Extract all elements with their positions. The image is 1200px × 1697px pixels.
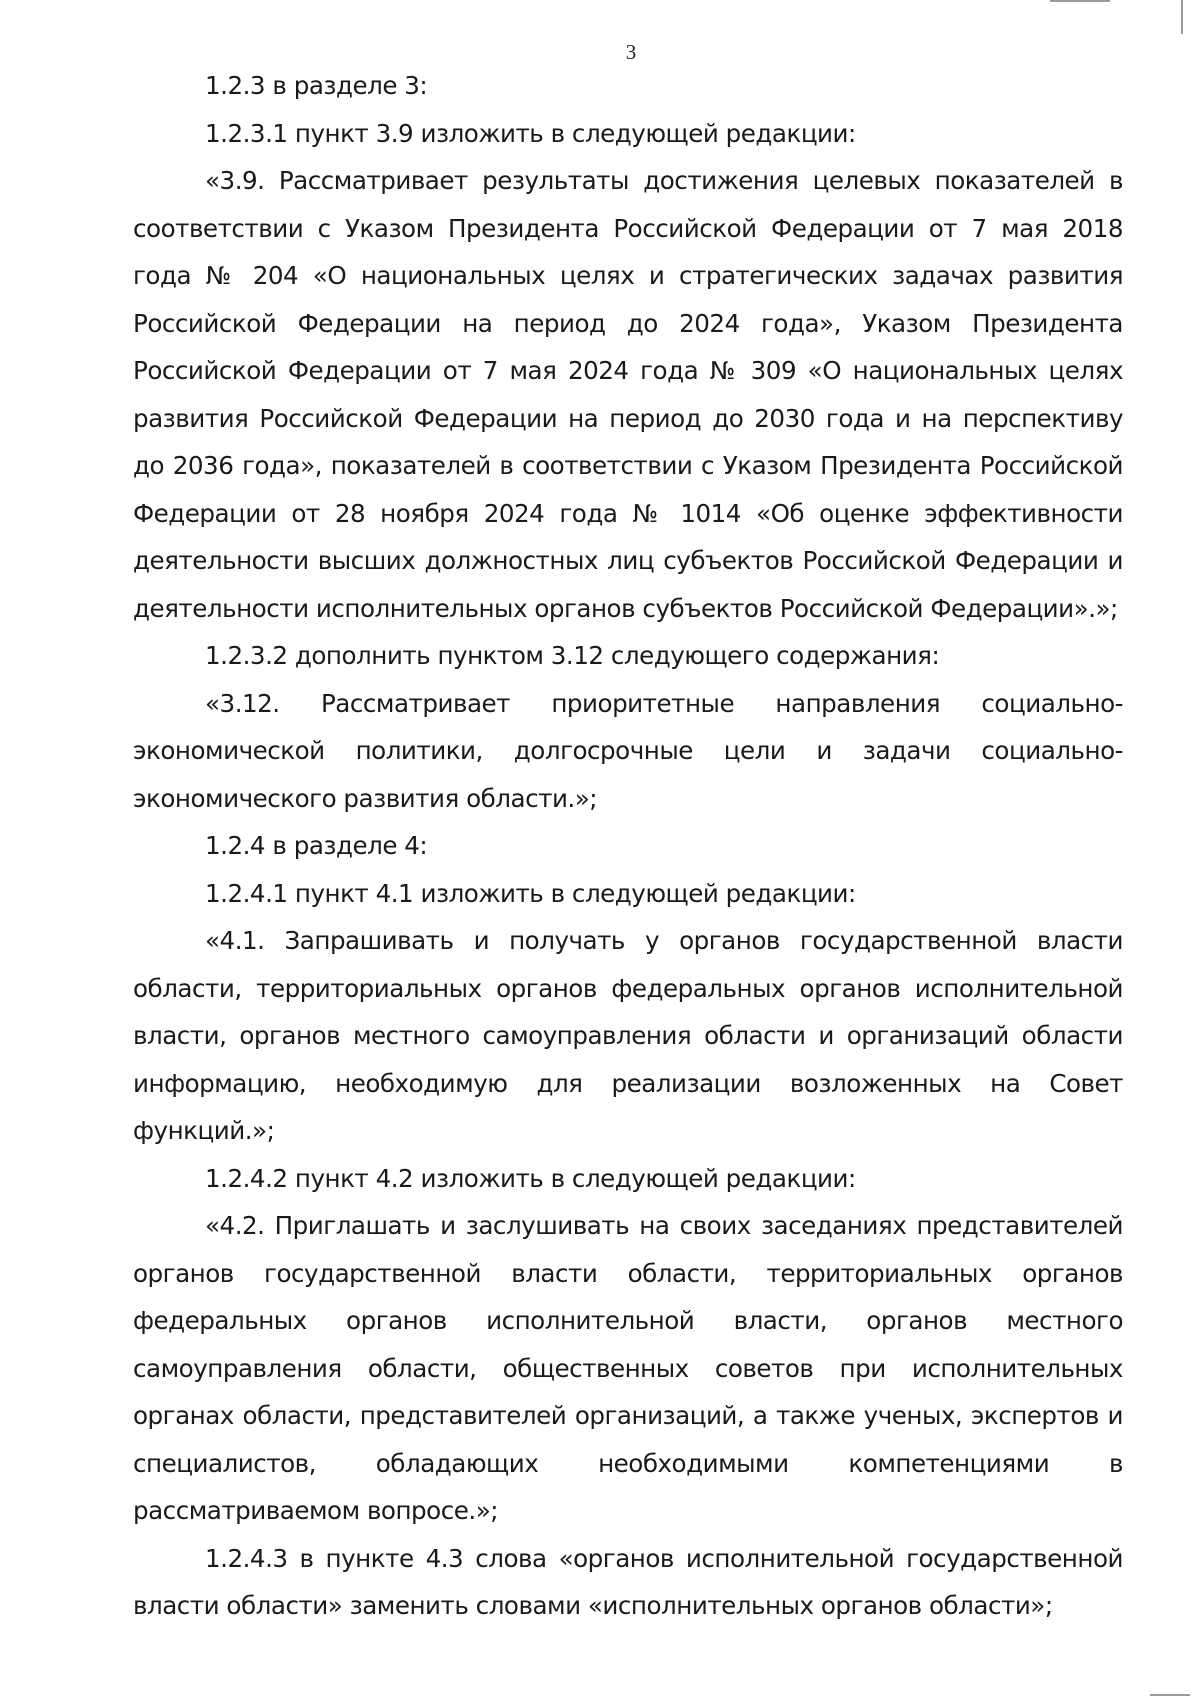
paragraph-1-2-4-3: 1.2.4.3 в пункте 4.3 слова «органов исполнительной государственной власти области» заменить словами «исполнительных органов области»; <box>133 1543 1123 1620</box>
scan-mark-bottom-right <box>1150 1694 1190 1696</box>
paragraph-4-1: «4.1. Запрашивать и получать у органов государственной власти области, территориальных органов федеральных органов исполнительной власти, органов местного самоуправления области и организаций области информацию, необходимую для реализации возложенных на Совет функций.»; <box>133 926 1123 1145</box>
paragraph-1-2-3: 1.2.3 в разделе 3: <box>205 71 428 100</box>
paragraph-1-2-4-1: 1.2.4.1 пункт 4.1 изложить в следующей редакции: <box>205 878 856 908</box>
paragraph-1-2-3-1: 1.2.3.1 пункт 3.9 изложить в следующей редакции: <box>205 118 856 148</box>
document-body <box>133 62 1123 1630</box>
page-number: 3 <box>625 40 637 64</box>
paragraph-3-9: «3.9. Рассматривает результаты достижения целевых показателей в соответствии с Указом Президента Российской Федерации от 7 мая 2018 года № 204 «О национальных целях и стратегических задачах развития Российской Федерации на период до 2024 года», Указом Президента Российской Федерации от 7 мая 2024 года № 309 «О национальных целях развития Российской Федерации на период до 2030 года и на перспективу до 2036 года», показателей в соответствии с Указом Президента Российской Федерации от 28 ноября 2024 года № 1014 «Об оценке эффективности деятельности высших должностных лиц субъектов Российской Федерации и деятельности исполнительных органов субъектов Российской Федерации».»; <box>133 166 1123 623</box>
paragraph-4-2: «4.2. Приглашать и заслушивать на своих заседаниях представителей органов государственной власти области, территориальных органов федеральных органов исполнительной власти, органов местного самоуправления области, общественных советов при исполнительных органах области, представителей организаций, а также ученых, экспертов и специалистов, обладающих необходимыми компетенциями в рассматриваемом вопросе.»; <box>133 1211 1123 1525</box>
paragraph-1-2-4-2: 1.2.4.2 пункт 4.2 изложить в следующей редакции: <box>205 1163 856 1193</box>
paragraph-1-2-3-2: 1.2.3.2 дополнить пунктом 3.12 следующего содержания: <box>205 641 940 670</box>
paragraph-1-2-4: 1.2.4 в разделе 4: <box>205 831 428 860</box>
scan-mark-top <box>1050 0 1110 2</box>
paragraph-3-12: «3.12. Рассматривает приоритетные направления социально-экономической политики, долгосрочные цели и задачи социально-экономического развития области.»; <box>133 688 1123 813</box>
scan-mark-top-right <box>1181 0 1183 34</box>
